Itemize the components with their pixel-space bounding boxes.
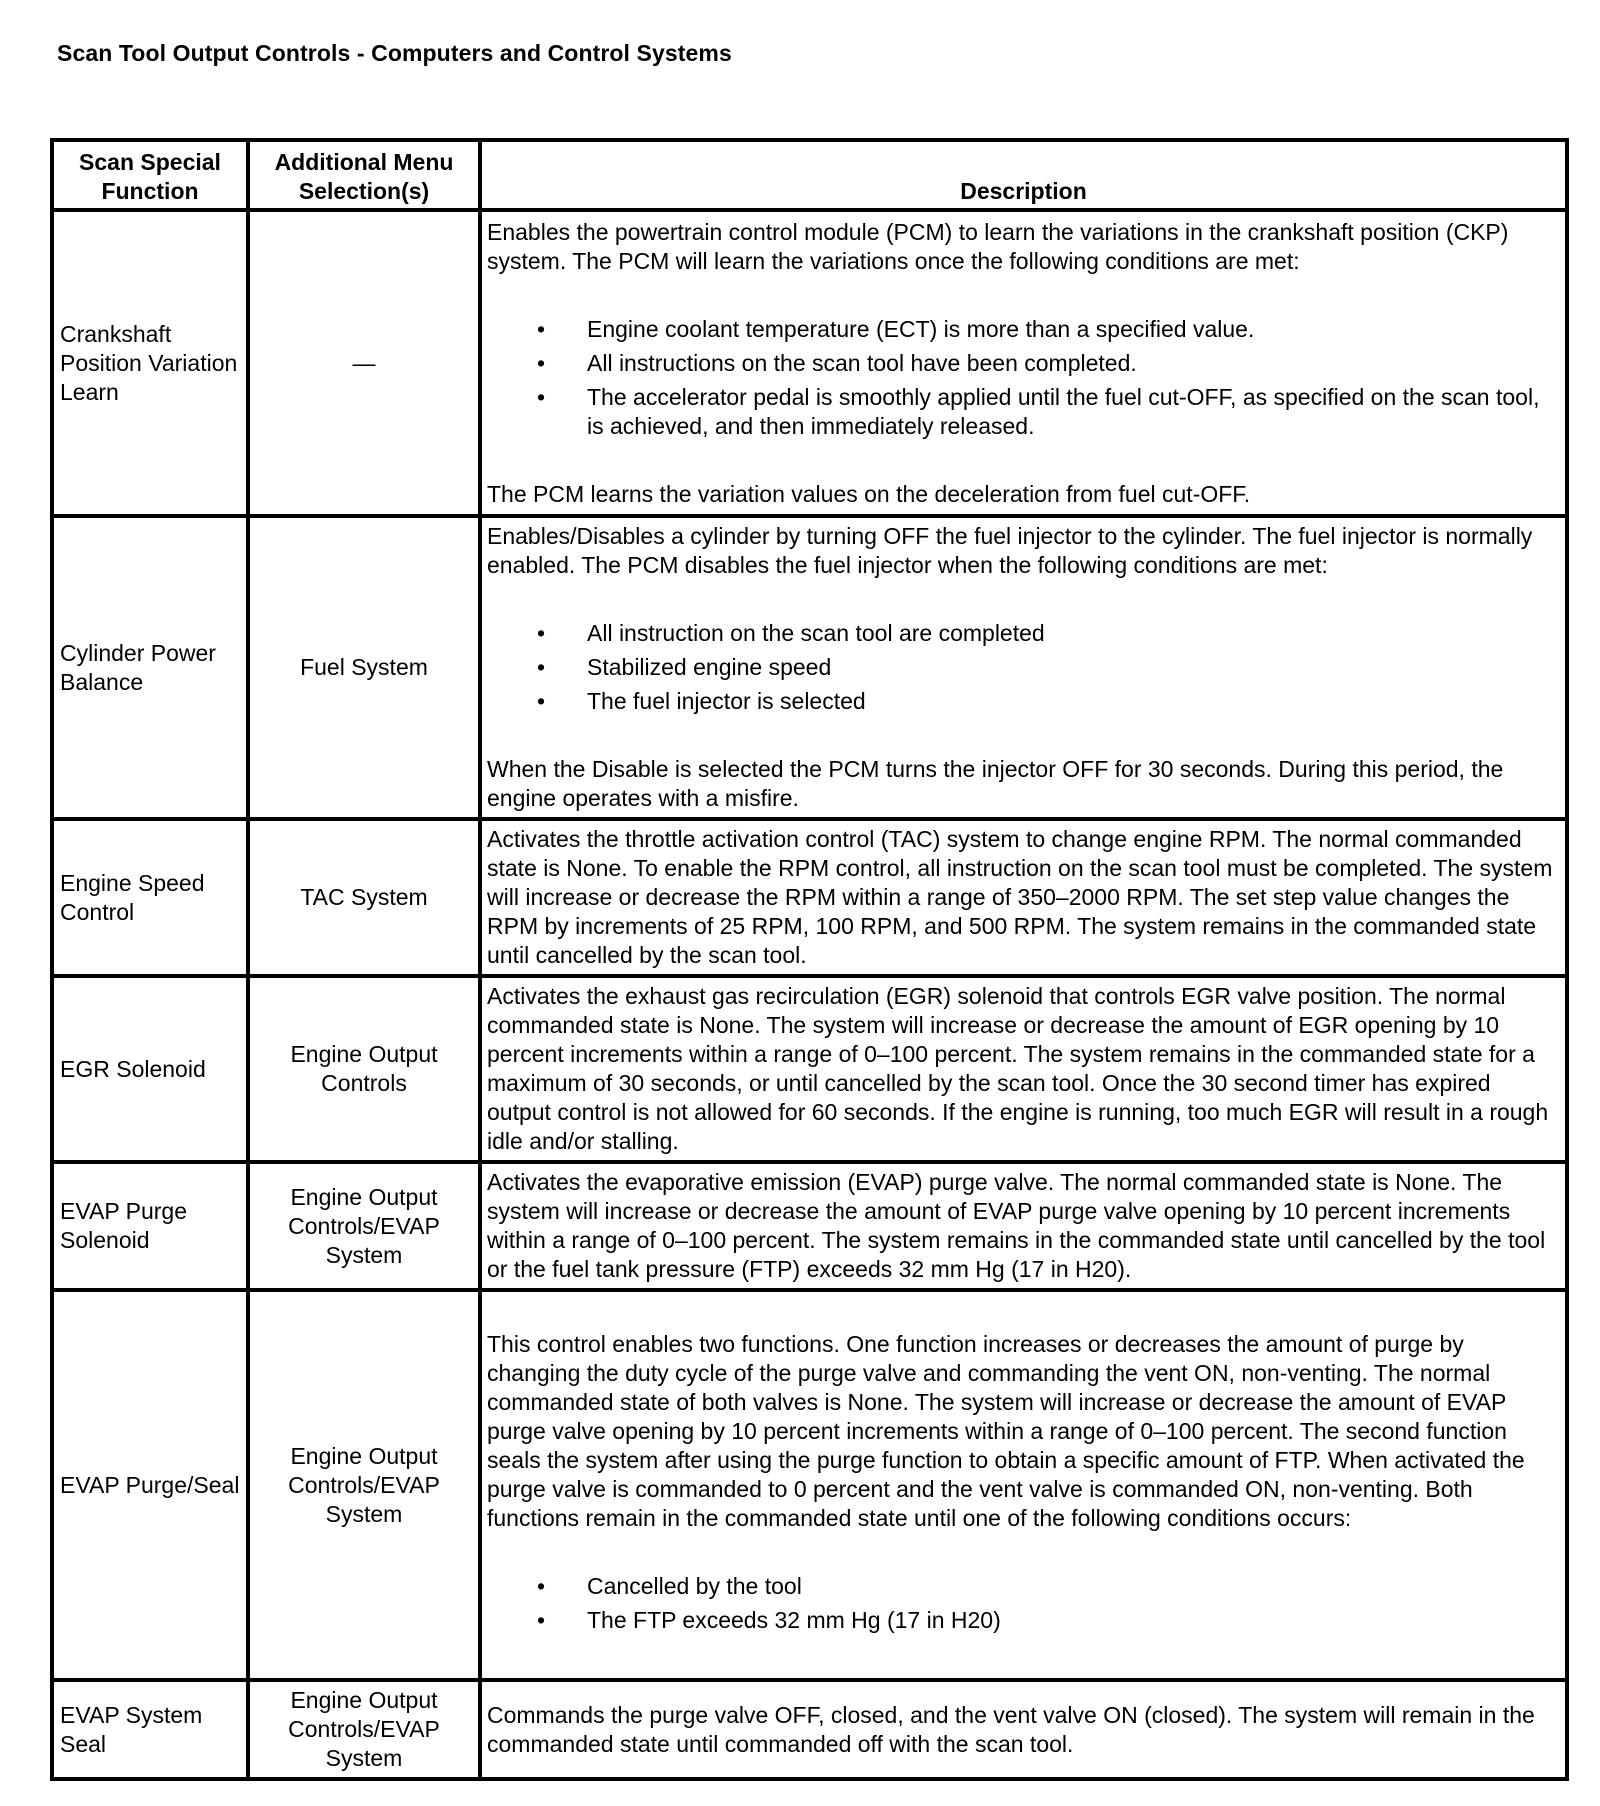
list-item	[487, 349, 1559, 378]
menu-cell: Engine Output Controls	[248, 976, 480, 1162]
bullet-icon: •	[537, 315, 546, 342]
description-intro: Enables the powertrain control module (PCM) to learn the variations in the crankshaft position (CKP) system. The PCM will learn the variations once the following conditions are met:	[487, 218, 1509, 274]
list-item	[487, 315, 1559, 344]
description-intro: Activates the exhaust gas recirculation (EGR) solenoid that controls EGR valve position. The normal commanded state is None. The system will increase or decrease the amount of EGR opening by 10 percent increments within a range of 0–100 percent. The system remains in the commanded state for a maximum of 30 seconds, or until cancelled by the scan tool. Once the 30 second timer has expired output control is not allowed for 60 seconds. If the engine is running, too much EGR will result in a rough idle and/or stalling.	[487, 983, 1549, 1154]
description-cell	[480, 819, 1567, 976]
list-item-text: Engine coolant temperature (ECT) is more than a specified value.	[587, 315, 1255, 342]
description-intro: Commands the purge valve OFF, closed, and the vent valve ON (closed). The system will remain in the commanded state until commanded off with the scan tool.	[487, 1701, 1535, 1757]
description-cell	[480, 1680, 1567, 1779]
description-outro: The PCM learns the variation values on the deceleration from fuel cut-OFF.	[487, 480, 1251, 507]
description-intro: Enables/Disables a cylinder by turning OFF the fuel injector to the cylinder. The fuel injector is normally enabled. The PCM disables the fuel injector when the following conditions are met:	[487, 523, 1533, 578]
list-item-text: All instruction on the scan tool are completed	[587, 620, 1045, 646]
list-item-text: Stabilized engine speed	[587, 654, 832, 680]
scan-output-controls-table	[50, 138, 1569, 1781]
function-cell: EVAP Purge/Seal	[52, 1290, 248, 1680]
description-cell	[480, 976, 1567, 1162]
description-outro: When the Disable is selected the PCM turns the injector OFF for 30 seconds. During this period, the engine operates with a misfire.	[487, 756, 1504, 811]
bullet-icon: •	[537, 654, 546, 680]
list-item-text: Cancelled by the tool	[587, 1572, 802, 1599]
menu-cell: Engine Output Controls/EVAP System	[248, 1680, 480, 1779]
description-cell	[480, 210, 1567, 516]
menu-cell: TAC System	[248, 819, 480, 976]
bullet-icon: •	[537, 349, 546, 376]
description-cell	[480, 1290, 1567, 1680]
function-cell: Cylinder Power Balance	[52, 516, 248, 819]
menu-cell: Engine Output Controls/EVAP System	[248, 1162, 480, 1290]
bullet-icon: •	[537, 1572, 546, 1599]
list-item	[487, 619, 1559, 648]
list-item	[487, 1572, 1559, 1601]
list-item	[487, 383, 1559, 441]
list-item	[487, 653, 1559, 682]
function-cell: EVAP Purge Solenoid	[52, 1162, 248, 1290]
page-title: Scan Tool Output Controls - Computers and Control Systems	[57, 40, 732, 66]
conditions-list	[487, 619, 1559, 716]
conditions-list	[487, 1572, 1559, 1635]
description-intro: Activates the evaporative emission (EVAP) purge valve. The normal commanded state is None. The system will increase or decrease the amount of EVAP purge valve opening by 10 percent increments within a range of 0–100 percent. The system remains in the commanded state until cancelled by the tool or the fuel tank pressure (FTP) exceeds 32 mm Hg (17 in H20).	[487, 1169, 1546, 1282]
description-intro: Activates the throttle activation control (TAC) system to change engine RPM. The normal commanded state is None. To enable the RPM control, all instruction on the scan tool must be completed. The system will increase or decrease the RPM within a range of 350–2000 RPM. The set step value changes the RPM by increments of 25 RPM, 100 RPM, and 500 RPM. The system remains in the commanded state until cancelled by the scan tool.	[487, 826, 1553, 968]
table-row	[52, 1290, 1567, 1680]
list-item-text: The accelerator pedal is smoothly applied until the fuel cut-OFF, as specified on the scan tool, is achieved, and then immediately released.	[587, 383, 1540, 439]
table-header-row	[52, 140, 1567, 210]
table-row	[52, 819, 1567, 976]
function-cell: Engine Speed Control	[52, 819, 248, 976]
table-row	[52, 1680, 1567, 1779]
bullet-icon: •	[537, 688, 546, 714]
menu-cell: —	[248, 210, 480, 516]
list-item	[487, 687, 1559, 716]
header-description: Description	[480, 140, 1567, 210]
list-item-text: All instructions on the scan tool have been completed.	[587, 349, 1137, 376]
function-cell: EGR Solenoid	[52, 976, 248, 1162]
function-cell: EVAP System Seal	[52, 1680, 248, 1779]
table-row	[52, 516, 1567, 819]
menu-cell: Fuel System	[248, 516, 480, 819]
list-item	[487, 1606, 1559, 1635]
menu-cell: Engine Output Controls/EVAP System	[248, 1290, 480, 1680]
header-scan-special-function: Scan Special Function	[52, 140, 248, 210]
table-row	[52, 210, 1567, 516]
list-item-text: The fuel injector is selected	[587, 688, 866, 714]
bullet-icon: •	[537, 383, 546, 410]
table-row	[52, 1162, 1567, 1290]
description-cell	[480, 1162, 1567, 1290]
description-cell	[480, 516, 1567, 819]
bullet-icon: •	[537, 620, 546, 646]
header-additional-menu-selections: Additional Menu Selection(s)	[248, 140, 480, 210]
table-row	[52, 976, 1567, 1162]
description-intro: This control enables two functions. One function increases or decreases the amount of purge by changing the duty cycle of the purge valve and commanding the vent ON, non-venting. The normal commanded state of both valves is None. The system will increase or decrease the amount of EVAP purge valve opening by 10 percent increments within a range of 0–100 percent. The second function seals the system after using the purge function to obtain a specific amount of FTP. When activated the purge valve is commanded to 0 percent and the vent valve is commanded ON, non-venting. Both functions remain in the commanded state until one of the following conditions occurs:	[487, 1330, 1525, 1531]
function-cell: Crankshaft Position Variation Learn	[52, 210, 248, 516]
list-item-text: The FTP exceeds 32 mm Hg (17 in H20)	[587, 1606, 1001, 1633]
bullet-icon: •	[537, 1606, 546, 1633]
conditions-list	[487, 315, 1559, 441]
